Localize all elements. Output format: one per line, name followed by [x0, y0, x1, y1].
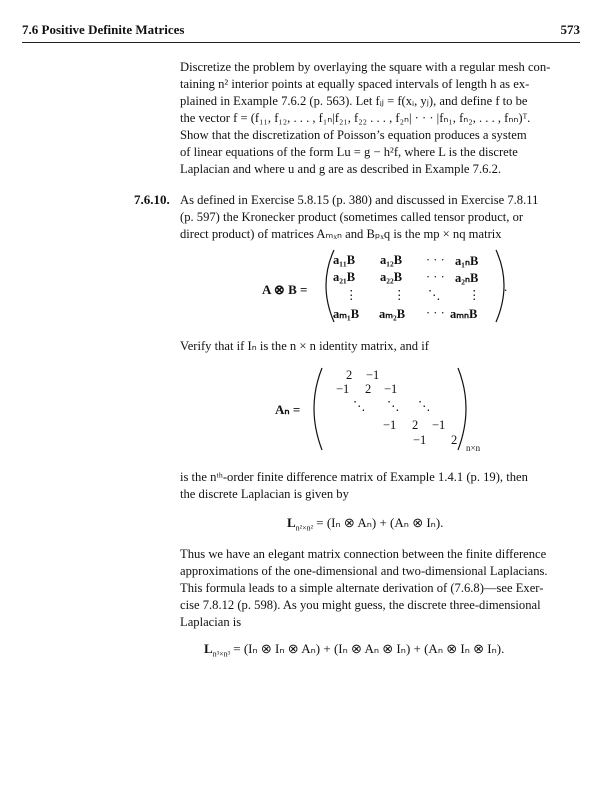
matrix-entry: aₘ₂B: [379, 307, 406, 321]
eq-rhs: = (Iₙ ⊗ Iₙ ⊗ Aₙ) + (Iₙ ⊗ Aₙ ⊗ Iₙ) + (Aₙ ⊗ Iₙ ⊗ Iₙ).: [229, 641, 505, 656]
matrix-entry: ⋱: [418, 399, 431, 413]
equation-laplacian-3d: [204, 641, 504, 659]
matrix-entry: aₘ₁B: [333, 307, 360, 321]
text-line: This formula leads to a simple alternate derivation of (7.6.8)—see Exer-: [180, 581, 544, 595]
matrix-entry: ⋮: [393, 288, 406, 302]
text-line: (p. 597) the Kronecker product (sometimes called tensor product, or: [180, 210, 524, 224]
matrix-entry: −1: [336, 382, 350, 396]
matrix-entry: −1: [432, 418, 446, 432]
matrix-entry: ⋱: [428, 288, 441, 302]
matrix-entry: ⋮: [468, 288, 481, 302]
text-line: approximations of the one-dimensional and two-dimensional Laplacians.: [180, 564, 548, 578]
matrix-entry: a₁ₙB: [455, 254, 479, 268]
matrix-entry: · · ·: [426, 253, 445, 267]
matrix-entry: a₂ₙB: [455, 271, 479, 285]
exercise-number: 7.6.10.: [134, 192, 170, 207]
matrix-entry: −1: [366, 368, 380, 382]
text-line: of linear equations of the form Lu = g − h²f, where L is the discrete: [180, 145, 518, 159]
matrix-entry: −1: [383, 418, 397, 432]
page-number: 573: [560, 22, 580, 37]
matrix-entry: a₂₂B: [380, 270, 403, 284]
eq-subscript: n²×n²: [295, 523, 313, 533]
section-title: 7.6 Positive Definite Matrices: [22, 22, 185, 37]
text-line: Laplacian and where u and g are as described in Example 7.6.2.: [180, 162, 502, 176]
matrix-entry: ⋮: [345, 288, 358, 302]
text-line: Show that the discretization of Poisson’s equation produces a system: [180, 128, 527, 142]
equation-laplacian-2d: [287, 515, 443, 533]
text-line: As defined in Exercise 5.8.15 (p. 380) and discussed in Exercise 7.8.11: [180, 193, 539, 207]
text-line: direct product) of matrices Aₘₓₙ and Bₚₓq is the mp × nq matrix: [180, 227, 502, 241]
text-line: Thus we have an elegant matrix connection between the finite difference: [180, 547, 547, 561]
matrix-entry: ⋱: [387, 399, 400, 413]
matrix-entry: −1: [384, 382, 398, 396]
matrix-entry: aₘₙB: [450, 307, 478, 321]
matrix-entry: 2: [412, 418, 419, 432]
kron-lhs: A ⊗ B =: [262, 282, 308, 297]
text-line: Laplacian is: [180, 615, 242, 629]
an-lhs: Aₙ =: [275, 402, 301, 417]
text-line: Verify that if Iₙ is the n × n identity matrix, and if: [180, 339, 429, 353]
eq-rhs: = (Iₙ ⊗ Aₙ) + (Aₙ ⊗ Iₙ).: [312, 515, 444, 530]
matrix-entry: −1: [413, 433, 427, 447]
text-line: plained in Example 7.6.2 (p. 563). Let fᵢⱼ = f(xᵢ, yⱼ), and define f to be: [180, 94, 528, 108]
matrix-entry: · · ·: [426, 306, 445, 320]
text-line: the vector f = (f₁₁, f₁₂, . . . , f₁ₙ|f₂₁, f₂₂ . . . , f₂ₙ| · · · |fₙ₁, fₙ₂, . . . , fₙₙ)ᵀ.: [180, 111, 531, 125]
matrix-entry: 2: [451, 433, 458, 447]
matrix-entry: a₁₂B: [380, 253, 403, 267]
eq-symbol: L: [287, 515, 296, 530]
text-line: taining n² interior points at equally spaced intervals of length h as ex-: [180, 77, 530, 91]
text-line: Discretize the problem by overlaying the square with a regular mesh con-: [180, 60, 551, 74]
matrix-entry: a₂₁B: [333, 270, 356, 284]
matrix-entry: 2: [346, 368, 353, 382]
paragraph-finite-difference: [180, 469, 585, 503]
kron-trailing-period: .: [504, 279, 508, 294]
text-line: the discrete Laplacian is given by: [180, 487, 349, 501]
eq-subscript: n³×n³: [212, 649, 230, 659]
matrix-entry: a₁₁B: [333, 253, 356, 267]
matrix-entry: ⋱: [353, 399, 366, 413]
eq-symbol: L: [204, 641, 213, 656]
text-line: cise 7.8.12 (p. 598). As you might guess, the discrete three-dimensional: [180, 598, 541, 612]
matrix-entry: 2: [365, 382, 372, 396]
text-line: is the nᵗʰ-order finite difference matrix of Example 1.4.1 (p. 19), then: [180, 470, 528, 484]
paragraph-elegant: [180, 546, 585, 631]
an-size-subscript: n×n: [466, 443, 481, 453]
matrix-entry: · · ·: [426, 270, 445, 284]
